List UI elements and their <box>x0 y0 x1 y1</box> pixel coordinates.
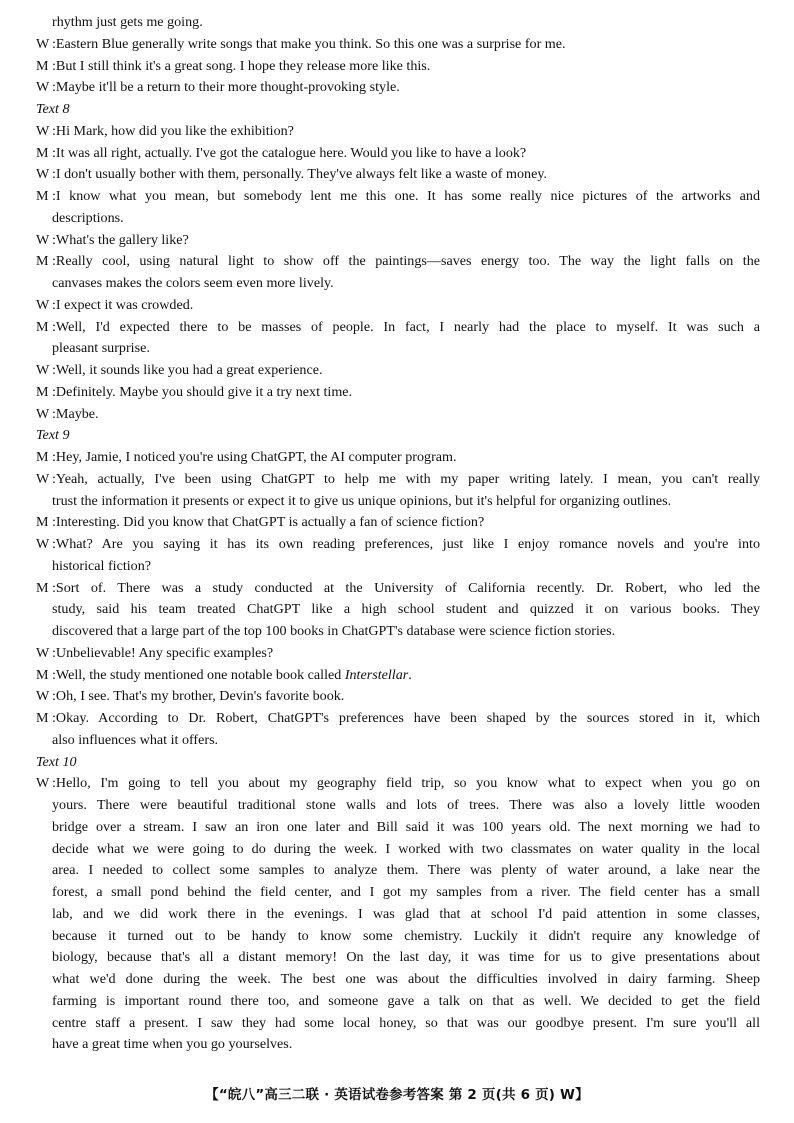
transcript-continuation-line: biology, because that's all a distant memory! On the last day, it was time for us to give presentations about <box>52 949 760 966</box>
speaker-label: M <box>36 318 49 335</box>
speaker-label: M <box>36 253 49 270</box>
turn-text: I expect it was crowded. <box>55 296 194 313</box>
speaker-label: M <box>36 514 49 531</box>
speaker-label: M <box>36 188 49 204</box>
transcript-continuation-line: trust the information it presents or expect it to give us unique opinions, but it's helpful for organizing outlines. <box>52 492 672 509</box>
turn-text: Maybe. <box>55 405 99 422</box>
book-title: Interstellar <box>344 666 409 683</box>
speaker-colon: : <box>52 666 56 683</box>
transcript-turn-line <box>36 294 760 316</box>
speaker-colon: : <box>52 318 56 335</box>
section-title: Text 9 <box>36 427 70 444</box>
transcript-turn-line <box>36 120 760 142</box>
transcript-continuation-line: bridge over a stream. I saw an iron one later and Bill said it was 100 years old. The next morning we had to <box>52 818 760 835</box>
transcript-turn-line <box>36 359 760 381</box>
speaker-colon: : <box>52 166 56 183</box>
speaker-label: W <box>36 79 50 96</box>
speaker-colon: : <box>52 710 56 726</box>
turn-text: But I still think it's a great song. I hope they release more like this. <box>55 57 431 74</box>
turn-text: Unbelievable! Any specific examples? <box>55 644 274 661</box>
transcript-continuation-line: yours. There were beautiful traditional stone walls and lots of trees. There was also a lovely little wooden <box>52 797 760 813</box>
speaker-label: W <box>36 536 50 552</box>
transcript-turn-line <box>36 229 760 251</box>
transcript-turn-line <box>36 33 760 55</box>
turn-text: Hey, Jamie, I noticed you're using ChatGPT, the AI computer program. <box>55 449 457 465</box>
transcript-continuation-line: rhythm just gets me going. <box>52 14 203 30</box>
transcript-continuation-line: forest, a small pond behind the field center, and I got my samples from a river. The field center has a small <box>52 884 760 900</box>
transcript-continuation-line: what we'd done during the week. The best one was about the difficulties involved in dairy farming. Sheep <box>52 971 760 987</box>
speaker-colon: : <box>52 449 56 465</box>
transcript-turn-line <box>36 446 760 468</box>
transcript-continuation-line: decide what we were going to do during the week. I worked with two classmates on water quality in the local <box>52 840 760 857</box>
speaker-label: W <box>36 122 50 139</box>
page-footer: 【“皖八”高三二联 · 英语试卷参考答案 第 2 页(共 6 页) W】 <box>205 1087 589 1103</box>
turn-text: I know what you mean, but somebody lent me this one. It has some really nice pictures of the artworks and <box>55 188 760 204</box>
speaker-colon: : <box>52 57 56 74</box>
speaker-label: M <box>36 666 49 683</box>
transcript-continuation-line: also influences what it offers. <box>52 731 219 748</box>
speaker-label: W <box>36 405 50 422</box>
turn-text: Interesting. Did you know that ChatGPT is actually a fan of science fiction? <box>55 514 485 531</box>
speaker-label: W <box>36 296 50 313</box>
speaker-colon: : <box>52 644 56 661</box>
transcript-continuation-line: lab, and we did work there in the evenings. I was glad that at school I'd paid attention in some classes, <box>52 905 760 922</box>
speaker-colon: : <box>52 688 56 705</box>
section-title: Text 10 <box>36 753 77 770</box>
speaker-colon: : <box>52 536 56 552</box>
transcript-turn-line <box>36 185 760 207</box>
speaker-label: M <box>36 57 49 74</box>
speaker-label: M <box>36 710 49 726</box>
transcript-continuation-line: discovered that a large part of the top 100 books in ChatGPT's database were science fiction stories. <box>52 623 616 639</box>
speaker-label: W <box>36 644 50 661</box>
turn-text: What's the gallery like? <box>55 231 189 248</box>
transcript-turn-line <box>36 772 760 794</box>
speaker-colon: : <box>52 296 56 313</box>
transcript-continuation-line: have a great time when you go yourselves. <box>52 1036 293 1053</box>
turn-text: What? Are you saying it has its own reading preferences, just like I enjoy romance novels and you're into <box>55 536 760 552</box>
speaker-label: W <box>36 775 50 792</box>
transcript-continuation-line: descriptions. <box>52 209 124 226</box>
turn-text: Hello, I'm going to tell you about my geography field trip, so you know what to expect when you go on <box>55 775 760 792</box>
transcript-turn-line <box>36 533 760 555</box>
turn-text: I don't usually bother with them, personally. They've always felt like a waste of money. <box>55 166 547 183</box>
speaker-colon: : <box>52 253 56 270</box>
turn-text: Definitely. Maybe you should give it a try next time. <box>55 383 353 400</box>
speaker-colon: : <box>52 188 56 204</box>
transcript-turn-line <box>36 642 760 664</box>
turn-text: Maybe it'll be a return to their more thought-provoking style. <box>55 79 400 96</box>
speaker-colon: : <box>52 470 56 487</box>
turn-text: Really cool, using natural light to show off the paintings—saves energy too. The way the light falls on the <box>55 253 760 270</box>
speaker-label: W <box>36 35 50 52</box>
transcript-turn-line <box>36 707 760 729</box>
speaker-colon: : <box>52 775 56 792</box>
speaker-colon: : <box>52 144 56 161</box>
section-title: Text 8 <box>36 101 70 117</box>
transcript-turn-line <box>36 664 760 686</box>
speaker-label: W <box>36 362 50 378</box>
speaker-label: W <box>36 470 50 487</box>
turn-text: Eastern Blue generally write songs that make you think. So this one was a surprise for me. <box>55 35 566 52</box>
speaker-colon: : <box>52 514 56 531</box>
transcript-turn-line <box>36 163 760 185</box>
speaker-colon: : <box>52 579 56 596</box>
transcript-turn-line <box>36 511 760 533</box>
speaker-colon: : <box>52 122 56 139</box>
transcript-turn-line <box>36 403 760 425</box>
speaker-label: M <box>36 144 49 161</box>
speaker-colon: : <box>52 79 56 96</box>
transcript-continuation-line: pleasant surprise. <box>52 340 150 357</box>
speaker-label: W <box>36 688 50 705</box>
speaker-label: W <box>36 166 50 183</box>
turn-text: Hi Mark, how did you like the exhibition? <box>55 122 294 139</box>
speaker-colon: : <box>52 383 56 400</box>
transcript-turn-line <box>36 142 760 164</box>
speaker-label: M <box>36 449 49 465</box>
transcript-turn-line <box>36 381 760 403</box>
transcript-continuation-line: because it turned out to be handy to know some chemistry. Luckily it didn't require any knowledge of <box>52 927 760 944</box>
transcript-turn-line <box>36 577 760 599</box>
transcript-turn-line <box>36 468 760 490</box>
transcript-turn-line <box>36 250 760 272</box>
transcript-continuation-line: historical fiction? <box>52 557 152 574</box>
transcript-turn-line <box>36 685 760 707</box>
turn-text: It was all right, actually. I've got the catalogue here. Would you like to have a look? <box>55 144 527 161</box>
turn-text: Well, I'd expected there to be masses of people. In fact, I nearly had the place to myself. It was such a <box>55 318 760 335</box>
transcript-continuation-line: centre staff a present. I saw they had some local honey, so that was our goodbye present. I'm sure you'll all <box>52 1014 760 1031</box>
transcript-turn-line <box>36 76 760 98</box>
speaker-label: M <box>36 383 49 400</box>
speaker-colon: : <box>52 405 56 422</box>
turn-text: Oh, I see. That's my brother, Devin's favorite book. <box>55 688 345 705</box>
transcript-continuation-line: canvases makes the colors seem even more lively. <box>52 275 334 291</box>
transcript-continuation-line: study, said his team treated ChatGPT like a high school student and quizzed it on various books. They <box>52 601 760 618</box>
turn-text: Okay. According to Dr. Robert, ChatGPT's preferences have been shaped by the sources stored in it, which <box>55 710 760 726</box>
turn-text: Yeah, actually, I've been using ChatGPT to help me with my paper writing lately. I mean, you can't really <box>55 470 760 487</box>
transcript-turn-line <box>36 55 760 77</box>
transcript-continuation-line: farming is important round there too, and someone gave a talk on that as well. We decided to get the field <box>52 992 760 1009</box>
speaker-colon: : <box>52 35 56 52</box>
speaker-label: W <box>36 231 50 248</box>
transcript-continuation-line: area. I needed to collect some samples to analyze them. There was plenty of water around, a lake near the <box>52 862 760 879</box>
turn-text: Well, the study mentioned one notable book called <box>55 666 345 683</box>
speaker-colon: : <box>52 231 56 248</box>
speaker-label: M <box>36 579 49 596</box>
speaker-colon: : <box>52 362 56 378</box>
transcript-turn-line <box>36 316 760 338</box>
turn-text-end: . <box>408 666 412 683</box>
turn-text: Well, it sounds like you had a great experience. <box>55 362 323 378</box>
turn-text: Sort of. There was a study conducted at the University of California recently. Dr. Robert, who led the <box>55 579 760 596</box>
